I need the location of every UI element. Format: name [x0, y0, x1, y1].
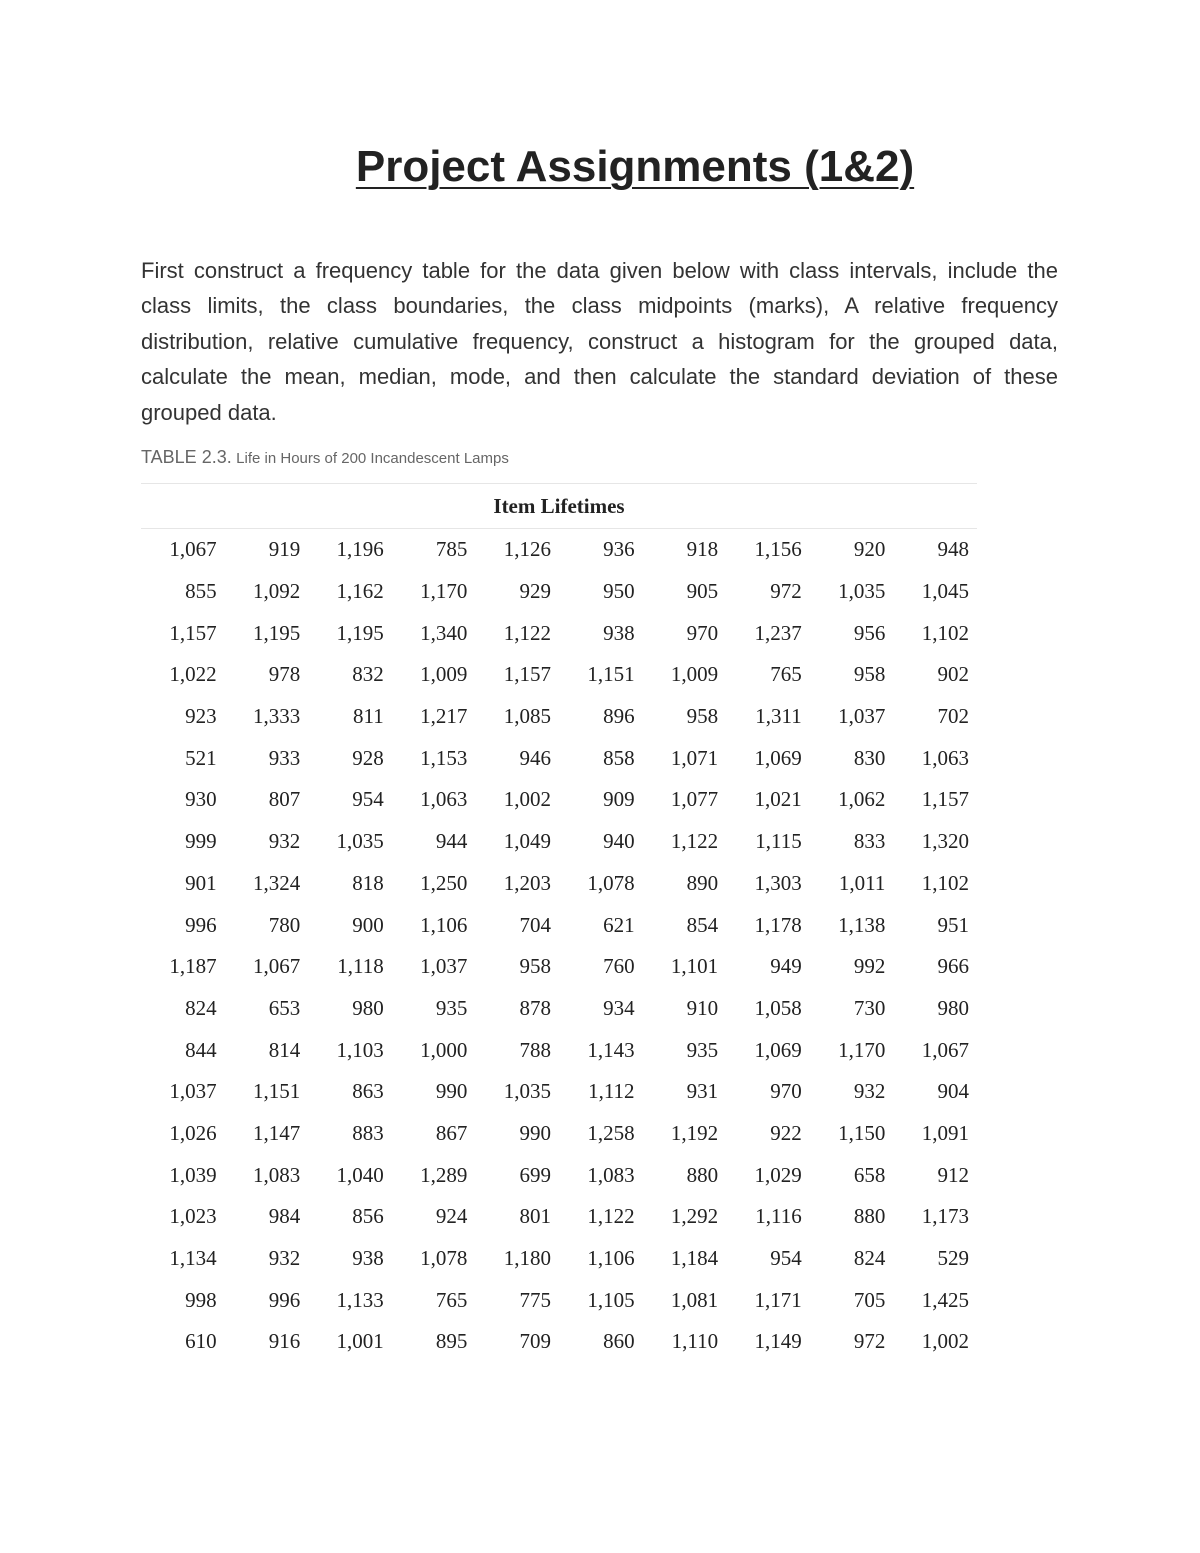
table-cell: 1,133 [336, 1287, 384, 1312]
table-cell: 1,009 [670, 662, 719, 687]
table-cell: 938 [352, 1246, 384, 1271]
table-cell: 1,340 [420, 620, 468, 645]
table-row [141, 1238, 977, 1280]
table-cell: 1,045 [921, 579, 969, 604]
table-cell: 1,022 [169, 662, 217, 687]
table-cell: 1,157 [503, 662, 551, 687]
table-row [141, 946, 977, 988]
table-caption-text: Life in Hours of 200 Incandescent Lamps [236, 450, 509, 467]
table-cell: 878 [519, 995, 551, 1020]
table-cell: 1,147 [252, 1120, 301, 1145]
table-cell: 929 [519, 579, 551, 604]
table-cell: 1,122 [503, 620, 551, 645]
table-row [141, 1279, 977, 1321]
table-cell: 998 [185, 1287, 217, 1312]
table-cell: 1,101 [670, 954, 719, 979]
table-cell: 880 [686, 1162, 719, 1187]
table-cell: 1,009 [420, 662, 468, 687]
table-cell: 801 [519, 1204, 551, 1229]
table-cell: 621 [603, 912, 635, 937]
table-cell: 1,067 [921, 1037, 969, 1062]
table-cell: 858 [603, 745, 635, 770]
table-cell: 1,122 [587, 1204, 635, 1229]
table-cell: 958 [686, 704, 719, 729]
table-cell: 867 [435, 1120, 468, 1145]
table-cell: 1,237 [754, 620, 802, 645]
table-cell: 832 [352, 662, 384, 687]
table-cell: 895 [435, 1329, 468, 1354]
table-cell: 958 [853, 662, 886, 687]
table-cell: 944 [435, 829, 468, 854]
table-cell: 814 [268, 1037, 301, 1062]
table-cell: 970 [686, 620, 719, 645]
table-cell: 932 [268, 829, 301, 854]
table-row [141, 904, 977, 946]
table-cell: 1,083 [587, 1162, 635, 1187]
table-cell: 1,157 [921, 787, 969, 812]
table-cell: 1,184 [670, 1246, 719, 1271]
table-cell: 765 [770, 662, 802, 687]
table-cell: 956 [853, 620, 886, 645]
table-cell: 1,324 [252, 870, 301, 895]
table-cell: 854 [686, 912, 719, 937]
table-row [141, 821, 977, 863]
table-cell: 1,069 [754, 1037, 802, 1062]
page-title: Project Assignments (1&2) [355, 142, 915, 191]
table-cell: 1,195 [252, 620, 301, 645]
table-cell: 1,002 [921, 1329, 969, 1354]
table-cell: 1,180 [503, 1246, 551, 1271]
table-cell: 1,320 [921, 829, 969, 854]
table-cell: 1,250 [420, 870, 468, 895]
table-cell: 1,151 [252, 1079, 301, 1104]
table-cell: 934 [603, 995, 635, 1020]
table-cell: 900 [352, 912, 384, 937]
table-cell: 1,102 [921, 870, 969, 895]
table-header: Item Lifetimes [141, 484, 977, 529]
table-cell: 1,035 [336, 829, 384, 854]
table-cell: 1,303 [754, 870, 802, 895]
table-cell: 1,105 [587, 1287, 635, 1312]
table-cell: 1,289 [420, 1162, 468, 1187]
table-cell: 1,187 [169, 954, 217, 979]
table-cell: 1,063 [420, 787, 468, 812]
table-cell: 1,311 [755, 704, 802, 729]
table-cell: 1,000 [420, 1037, 468, 1062]
table-cell: 1,106 [587, 1246, 635, 1271]
table-cell: 996 [185, 912, 217, 937]
table-cell: 1,081 [670, 1287, 719, 1312]
table-cell: 1,078 [420, 1246, 468, 1271]
table-cell: 972 [853, 1329, 886, 1354]
table-cell: 1,037 [420, 954, 468, 979]
table-cell: 1,149 [754, 1329, 802, 1354]
table-cell: 923 [185, 704, 217, 729]
lifetimes-table [141, 483, 977, 1363]
table-cell: 970 [770, 1079, 802, 1104]
table-cell: 702 [937, 704, 969, 729]
table-cell: 948 [937, 537, 969, 562]
table-cell: 699 [519, 1162, 551, 1187]
table-cell: 935 [435, 995, 468, 1020]
table-cell: 1,170 [420, 579, 468, 604]
table-cell: 916 [268, 1329, 301, 1354]
table-cell: 863 [352, 1079, 384, 1104]
table-cell: 1,118 [337, 954, 384, 979]
table-cell: 933 [268, 745, 301, 770]
table-cell: 1,138 [838, 912, 886, 937]
table-cell: 931 [686, 1079, 719, 1104]
table-cell: 996 [268, 1287, 301, 1312]
table-cell: 1,058 [754, 995, 802, 1020]
table-cell: 856 [352, 1204, 384, 1229]
table-cell: 1,102 [921, 620, 969, 645]
table-cell: 919 [268, 537, 301, 562]
table-cell: 1,001 [336, 1329, 384, 1354]
table-cell: 1,011 [838, 870, 886, 895]
table-cell: 860 [603, 1329, 635, 1354]
table-cell: 833 [853, 829, 886, 854]
table-cell: 930 [185, 787, 217, 812]
table-cell: 950 [603, 579, 635, 604]
table-cell: 958 [519, 954, 551, 979]
table-cell: 1,126 [503, 537, 551, 562]
table-cell: 1,037 [838, 704, 886, 729]
table-cell: 992 [853, 954, 886, 979]
table-cell: 928 [352, 745, 384, 770]
table-cell: 1,049 [503, 829, 551, 854]
table-cell: 1,134 [169, 1246, 217, 1271]
table-row [141, 1196, 977, 1238]
table-cell: 1,122 [670, 829, 719, 854]
table-cell: 818 [352, 870, 384, 895]
table-cell: 1,112 [588, 1079, 635, 1104]
table-cell: 658 [853, 1162, 886, 1187]
table-cell: 935 [686, 1037, 719, 1062]
table-cell: 946 [519, 745, 551, 770]
table-cell: 936 [603, 537, 635, 562]
table-cell: 880 [853, 1204, 886, 1229]
table-cell: 830 [853, 745, 886, 770]
table-cell: 1,292 [670, 1204, 719, 1229]
table-cell: 932 [268, 1246, 301, 1271]
table-cell: 1,333 [252, 704, 301, 729]
table-cell: 912 [937, 1162, 969, 1187]
table-row [141, 1071, 977, 1113]
table-cell: 1,153 [420, 745, 468, 770]
table-cell: 1,071 [670, 745, 719, 770]
table-cell: 855 [185, 579, 217, 604]
table-cell: 844 [185, 1037, 217, 1062]
table-cell: 521 [185, 745, 217, 770]
table-cell: 1,085 [503, 704, 551, 729]
table-cell: 709 [519, 1329, 551, 1354]
table-cell: 1,143 [587, 1037, 635, 1062]
table-cell: 1,091 [921, 1120, 969, 1145]
table-body [141, 529, 977, 1363]
table-cell: 890 [686, 870, 719, 895]
table-cell: 918 [686, 537, 719, 562]
table-cell: 1,151 [587, 662, 635, 687]
table-cell: 1,021 [754, 787, 802, 812]
table-cell: 1,062 [838, 787, 886, 812]
table-cell: 920 [853, 537, 886, 562]
table-cell: 1,217 [420, 704, 468, 729]
table-row [141, 737, 977, 779]
table-cell: 1,156 [754, 537, 802, 562]
table-cell: 980 [937, 995, 969, 1020]
table-cell: 1,069 [754, 745, 802, 770]
table-cell: 705 [853, 1287, 886, 1312]
table-cell: 1,092 [252, 579, 301, 604]
table-cell: 1,116 [755, 1204, 802, 1229]
table-cell: 990 [435, 1079, 468, 1104]
table-cell: 1,110 [671, 1329, 719, 1354]
table-cell: 904 [937, 1079, 969, 1104]
table-cell: 1,162 [336, 579, 384, 604]
table-cell: 1,037 [169, 1079, 217, 1104]
table-cell: 1,192 [670, 1120, 719, 1145]
table-row [141, 863, 977, 905]
table-cell: 807 [268, 787, 301, 812]
table-cell: 954 [770, 1246, 802, 1271]
table-cell: 966 [937, 954, 969, 979]
table-cell: 924 [435, 1204, 468, 1229]
table-cell: 972 [770, 579, 802, 604]
table-cell: 1,040 [336, 1162, 384, 1187]
table-cell: 765 [435, 1287, 468, 1312]
table-cell: 999 [185, 829, 217, 854]
table-cell: 1,203 [503, 870, 551, 895]
table-cell: 1,173 [921, 1204, 969, 1229]
table-cell: 990 [519, 1120, 551, 1145]
table-cell: 922 [770, 1120, 802, 1145]
table-cell: 1,157 [169, 620, 217, 645]
table-cell: 909 [603, 787, 635, 812]
table-cell: 653 [268, 995, 301, 1020]
table-row [141, 529, 977, 571]
table-row [141, 779, 977, 821]
table-cell: 1,026 [169, 1120, 217, 1145]
table-cell: 788 [519, 1037, 551, 1062]
table-row [141, 696, 977, 738]
table-cell: 938 [603, 620, 635, 645]
table-cell: 760 [603, 954, 635, 979]
table-cell: 1,078 [587, 870, 635, 895]
table-cell: 902 [937, 662, 969, 687]
table-cell: 940 [603, 829, 635, 854]
table-cell: 1,171 [754, 1287, 802, 1312]
table-cell: 730 [853, 995, 886, 1020]
instructions-paragraph: First construct a frequency table for the data given below with class intervals, include the class limits, the class boundaries, the class midpoints (marks), A relative frequency distribution, relative cumulative frequency, construct a histogram for the grouped data, calculate the mean, median, mode, and then calculate the standard deviation of these grouped data. [141, 258, 1058, 425]
table-row [141, 1154, 977, 1196]
table-cell: 1,106 [420, 912, 468, 937]
table-cell: 1,196 [336, 537, 384, 562]
table-cell: 951 [937, 912, 969, 937]
table-cell: 704 [519, 912, 551, 937]
table-cell: 883 [352, 1120, 384, 1145]
table-cell: 1,029 [754, 1162, 802, 1187]
table-cell: 824 [853, 1246, 886, 1271]
table-row [141, 612, 977, 654]
table-cell: 824 [185, 995, 217, 1020]
table-cell: 1,195 [336, 620, 384, 645]
table-row [141, 1113, 977, 1155]
table-cell: 529 [937, 1246, 969, 1271]
table-caption-label: TABLE 2.3. [141, 447, 232, 467]
table-row [141, 988, 977, 1030]
table-cell: 1,067 [169, 537, 217, 562]
table-cell: 905 [686, 579, 719, 604]
table-cell: 785 [435, 537, 468, 562]
table-cell: 901 [185, 870, 217, 895]
table-cell: 1,039 [169, 1162, 217, 1187]
table-cell: 949 [770, 954, 802, 979]
table-cell: 811 [353, 704, 384, 729]
table-cell: 1,170 [838, 1037, 886, 1062]
table-cell: 1,002 [503, 787, 551, 812]
table-caption [141, 447, 509, 468]
table-cell: 1,063 [921, 745, 969, 770]
table-cell: 1,115 [755, 829, 802, 854]
table-cell: 1,178 [754, 912, 802, 937]
table-cell: 1,067 [252, 954, 301, 979]
table-cell: 1,035 [838, 579, 886, 604]
table-cell: 1,150 [838, 1120, 886, 1145]
table-cell: 910 [686, 995, 719, 1020]
table-cell: 1,425 [921, 1287, 969, 1312]
table-cell: 1,258 [587, 1120, 635, 1145]
table-cell: 1,103 [336, 1037, 384, 1062]
table-row [141, 654, 977, 696]
table-cell: 1,035 [503, 1079, 551, 1104]
table-cell: 954 [352, 787, 384, 812]
table-cell: 1,077 [670, 787, 719, 812]
table-row [141, 1321, 977, 1363]
table-row [141, 571, 977, 613]
table-cell: 896 [603, 704, 635, 729]
table-cell: 978 [268, 662, 301, 687]
table-cell: 1,023 [169, 1204, 217, 1229]
table-cell: 610 [185, 1329, 217, 1354]
table-cell: 932 [853, 1079, 886, 1104]
table-cell: 980 [352, 995, 384, 1020]
table-cell: 984 [268, 1204, 301, 1229]
table-cell: 775 [519, 1287, 551, 1312]
table-cell: 780 [268, 912, 301, 937]
table-row [141, 1029, 977, 1071]
table-cell: 1,083 [252, 1162, 301, 1187]
